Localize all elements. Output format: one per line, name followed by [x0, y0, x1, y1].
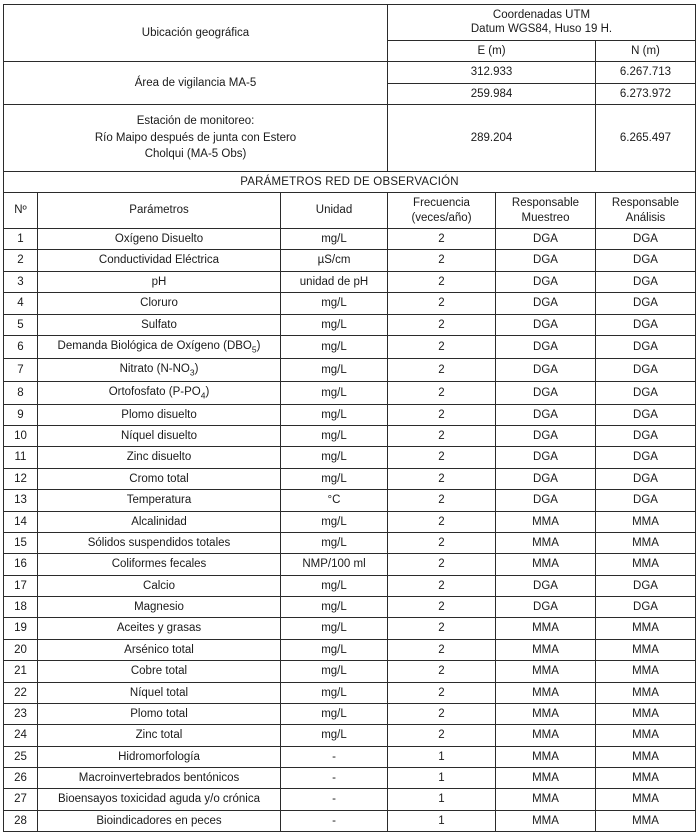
- row-responsible-analysis: MMA: [596, 703, 696, 724]
- row-responsible-analysis: MMA: [596, 725, 696, 746]
- row-responsible-analysis: DGA: [596, 250, 696, 271]
- row-parameter: Bioensayos toxicidad aguda y/o crónica: [38, 789, 281, 810]
- row-number: 8: [4, 381, 38, 404]
- row-frequency: 2: [388, 250, 496, 271]
- row-unit: µS/cm: [281, 250, 388, 271]
- row-parameter-subscript: 5: [251, 344, 257, 355]
- header-responsible-sampling-line1: Responsable: [511, 197, 580, 210]
- row-responsible-sampling: MMA: [496, 511, 596, 532]
- table-row: [4, 426, 696, 447]
- table-row: [4, 810, 696, 831]
- row-responsible-analysis: MMA: [596, 554, 696, 575]
- row-responsible-analysis: DGA: [596, 575, 696, 596]
- row-frequency: 2: [388, 335, 496, 358]
- row-number: 9: [4, 404, 38, 425]
- row-responsible-analysis: DGA: [596, 335, 696, 358]
- row-unit: mg/L: [281, 447, 388, 468]
- row-parameter: Cobre total: [38, 661, 281, 682]
- row-parameter: Plomo disuelto: [38, 404, 281, 425]
- row-unit: mg/L: [281, 468, 388, 489]
- row-frequency: 2: [388, 358, 496, 381]
- row-number: 10: [4, 426, 38, 447]
- location-header-cell: Ubicación geográfica: [4, 5, 388, 62]
- row-frequency: 2: [388, 426, 496, 447]
- row-parameter: Cromo total: [38, 468, 281, 489]
- row-parameter: [38, 335, 281, 358]
- table-row: [4, 746, 696, 767]
- row-unit: mg/L: [281, 404, 388, 425]
- header-row-utm-title: [4, 5, 696, 41]
- row-number: 25: [4, 746, 38, 767]
- row-responsible-analysis: DGA: [596, 229, 696, 250]
- row-parameter-suffix: ): [194, 362, 199, 375]
- table-row: [4, 682, 696, 703]
- row-unit: mg/L: [281, 229, 388, 250]
- row-number: 24: [4, 725, 38, 746]
- header-parameter: Parámetros: [38, 193, 281, 229]
- row-number: 21: [4, 661, 38, 682]
- parameters-column-headers: [4, 193, 696, 229]
- row-responsible-sampling: MMA: [496, 618, 596, 639]
- row-responsible-sampling: DGA: [496, 575, 596, 596]
- row-unit: -: [281, 789, 388, 810]
- row-unit: mg/L: [281, 682, 388, 703]
- row-frequency: 2: [388, 575, 496, 596]
- row-parameter: Calcio: [38, 575, 281, 596]
- row-parameter: Oxígeno Disuelto: [38, 229, 281, 250]
- row-frequency: 2: [388, 490, 496, 511]
- row-parameter: Bioindicadores en peces: [38, 810, 281, 831]
- row-parameter: Conductividad Eléctrica: [38, 250, 281, 271]
- row-unit: mg/L: [281, 532, 388, 553]
- header-frequency-line2: (veces/año): [411, 211, 472, 224]
- row-number: 15: [4, 532, 38, 553]
- table-row: [4, 250, 696, 271]
- row-parameter: Zinc disuelto: [38, 447, 281, 468]
- row-frequency: 1: [388, 789, 496, 810]
- row-responsible-sampling: MMA: [496, 810, 596, 831]
- table-row: [4, 447, 696, 468]
- monitoring-station-row: [4, 104, 696, 171]
- row-responsible-sampling: DGA: [496, 447, 596, 468]
- column-header-east: E (m): [388, 40, 596, 61]
- row-frequency: 2: [388, 554, 496, 575]
- row-parameter: Coliformes fecales: [38, 554, 281, 575]
- table-row: [4, 725, 696, 746]
- table-row: [4, 554, 696, 575]
- row-parameter: Plomo total: [38, 703, 281, 724]
- monitoring-parameters-table: [3, 4, 696, 832]
- monitoring-station-east: 289.204: [388, 104, 596, 171]
- row-number: 18: [4, 597, 38, 618]
- row-parameter: Magnesio: [38, 597, 281, 618]
- row-responsible-analysis: DGA: [596, 314, 696, 335]
- row-responsible-sampling: DGA: [496, 271, 596, 292]
- row-frequency: 2: [388, 597, 496, 618]
- row-frequency: 2: [388, 293, 496, 314]
- table-row: [4, 511, 696, 532]
- row-frequency: 2: [388, 511, 496, 532]
- row-parameter-text: Ortofosfato (P-PO: [108, 385, 201, 398]
- row-unit: -: [281, 768, 388, 789]
- row-responsible-analysis: DGA: [596, 404, 696, 425]
- table-row: [4, 768, 696, 789]
- row-responsible-sampling: MMA: [496, 661, 596, 682]
- vigilance-area-row-1: [4, 62, 696, 83]
- utm-title: Coordenadas UTM: [492, 9, 591, 21]
- table-row: [4, 293, 696, 314]
- row-responsible-sampling: DGA: [496, 404, 596, 425]
- row-responsible-analysis: DGA: [596, 358, 696, 381]
- row-unit: mg/L: [281, 575, 388, 596]
- row-parameter-subscript: 3: [189, 367, 195, 378]
- table-row: [4, 618, 696, 639]
- row-responsible-sampling: DGA: [496, 314, 596, 335]
- row-frequency: 2: [388, 532, 496, 553]
- table-row: [4, 703, 696, 724]
- table-row: [4, 532, 696, 553]
- row-number: 3: [4, 271, 38, 292]
- monitoring-station-label: [4, 104, 388, 171]
- vigilance-area-north-2: 6.273.972: [596, 83, 696, 104]
- row-responsible-analysis: MMA: [596, 746, 696, 767]
- row-responsible-analysis: DGA: [596, 381, 696, 404]
- row-responsible-sampling: MMA: [496, 532, 596, 553]
- row-number: 22: [4, 682, 38, 703]
- row-number: 19: [4, 618, 38, 639]
- table-row: [4, 229, 696, 250]
- row-number: 12: [4, 468, 38, 489]
- row-parameter-suffix: ): [205, 385, 210, 398]
- row-responsible-analysis: MMA: [596, 810, 696, 831]
- row-unit: mg/L: [281, 358, 388, 381]
- row-frequency: 1: [388, 746, 496, 767]
- header-responsible-sampling-line2: Muestreo: [521, 211, 570, 224]
- header-unit: Unidad: [281, 193, 388, 229]
- row-responsible-analysis: MMA: [596, 639, 696, 660]
- row-parameter: Zinc total: [38, 725, 281, 746]
- row-frequency: 2: [388, 447, 496, 468]
- column-header-north: N (m): [596, 40, 696, 61]
- row-responsible-sampling: MMA: [496, 789, 596, 810]
- row-unit: NMP/100 ml: [281, 554, 388, 575]
- table-row: [4, 490, 696, 511]
- row-responsible-analysis: MMA: [596, 768, 696, 789]
- header-frequency: [388, 193, 496, 229]
- row-responsible-sampling: MMA: [496, 725, 596, 746]
- row-unit: mg/L: [281, 661, 388, 682]
- row-number: 27: [4, 789, 38, 810]
- row-frequency: 2: [388, 229, 496, 250]
- monitoring-station-north: 6.265.497: [596, 104, 696, 171]
- vigilance-area-north-1: 6.267.713: [596, 62, 696, 83]
- row-unit: -: [281, 810, 388, 831]
- row-number: 17: [4, 575, 38, 596]
- row-unit: unidad de pH: [281, 271, 388, 292]
- row-frequency: 1: [388, 810, 496, 831]
- row-number: 1: [4, 229, 38, 250]
- row-number: 4: [4, 293, 38, 314]
- table-row: [4, 335, 696, 358]
- row-frequency: 2: [388, 725, 496, 746]
- row-parameter-text: Nitrato (N-NO: [119, 362, 190, 375]
- row-responsible-analysis: DGA: [596, 293, 696, 314]
- row-parameter: Temperatura: [38, 490, 281, 511]
- monitoring-station-label-line3: Cholqui (MA-5 Obs): [144, 148, 247, 161]
- row-parameter: Arsénico total: [38, 639, 281, 660]
- row-number: 23: [4, 703, 38, 724]
- row-frequency: 2: [388, 639, 496, 660]
- row-number: 7: [4, 358, 38, 381]
- row-number: 11: [4, 447, 38, 468]
- row-unit: mg/L: [281, 314, 388, 335]
- row-parameter: Hidromorfología: [38, 746, 281, 767]
- row-responsible-analysis: DGA: [596, 468, 696, 489]
- row-parameter-subscript: 4: [200, 390, 206, 401]
- row-responsible-sampling: DGA: [496, 250, 596, 271]
- monitoring-station-label-line1: Estación de monitoreo:: [136, 114, 255, 127]
- row-unit: mg/L: [281, 426, 388, 447]
- row-number: 5: [4, 314, 38, 335]
- row-responsible-sampling: DGA: [496, 381, 596, 404]
- monitoring-station-label-line2: Río Maipo después de junta con Estero: [94, 131, 297, 144]
- row-unit: mg/L: [281, 703, 388, 724]
- row-responsible-sampling: MMA: [496, 703, 596, 724]
- row-number: 28: [4, 810, 38, 831]
- row-responsible-sampling: MMA: [496, 554, 596, 575]
- row-parameter: Sólidos suspendidos totales: [38, 532, 281, 553]
- row-parameter-suffix: ): [256, 339, 261, 352]
- row-responsible-sampling: DGA: [496, 468, 596, 489]
- row-frequency: 2: [388, 381, 496, 404]
- table-row: [4, 597, 696, 618]
- vigilance-area-east-1: 312.933: [388, 62, 596, 83]
- row-parameter: Alcalinidad: [38, 511, 281, 532]
- table-row: [4, 314, 696, 335]
- row-parameter: Cloruro: [38, 293, 281, 314]
- row-number: 20: [4, 639, 38, 660]
- header-responsible-analysis-line1: Responsable: [611, 197, 680, 210]
- row-parameter: Níquel total: [38, 682, 281, 703]
- table-row: [4, 639, 696, 660]
- row-responsible-analysis: MMA: [596, 789, 696, 810]
- header-responsible-sampling: [496, 193, 596, 229]
- row-frequency: 1: [388, 768, 496, 789]
- row-frequency: 2: [388, 468, 496, 489]
- row-number: 6: [4, 335, 38, 358]
- row-unit: mg/L: [281, 293, 388, 314]
- section-title: PARÁMETROS RED DE OBSERVACIÓN: [4, 171, 696, 192]
- row-frequency: 2: [388, 703, 496, 724]
- row-responsible-analysis: MMA: [596, 682, 696, 703]
- row-responsible-sampling: DGA: [496, 335, 596, 358]
- row-responsible-sampling: MMA: [496, 682, 596, 703]
- row-parameter-text: Demanda Biológica de Oxígeno (DBO: [57, 339, 252, 352]
- row-frequency: 2: [388, 661, 496, 682]
- row-unit: mg/L: [281, 335, 388, 358]
- row-unit: mg/L: [281, 381, 388, 404]
- row-number: 13: [4, 490, 38, 511]
- header-frequency-line1: Frecuencia: [413, 197, 470, 210]
- row-responsible-analysis: DGA: [596, 597, 696, 618]
- row-frequency: 2: [388, 404, 496, 425]
- row-responsible-sampling: MMA: [496, 768, 596, 789]
- table-row: [4, 468, 696, 489]
- row-parameter: [38, 358, 281, 381]
- row-number: 26: [4, 768, 38, 789]
- row-unit: mg/L: [281, 511, 388, 532]
- header-number: Nº: [4, 193, 38, 229]
- row-unit: mg/L: [281, 725, 388, 746]
- row-unit: °C: [281, 490, 388, 511]
- header-responsible-analysis: [596, 193, 696, 229]
- row-responsible-analysis: DGA: [596, 426, 696, 447]
- row-frequency: 2: [388, 271, 496, 292]
- vigilance-area-east-2: 259.984: [388, 83, 596, 104]
- row-responsible-sampling: MMA: [496, 746, 596, 767]
- row-unit: mg/L: [281, 639, 388, 660]
- row-parameter: Aceites y grasas: [38, 618, 281, 639]
- row-parameter: pH: [38, 271, 281, 292]
- utm-subtitle: Datum WGS84, Huso 19 H.: [470, 23, 613, 36]
- row-responsible-sampling: DGA: [496, 426, 596, 447]
- row-responsible-analysis: MMA: [596, 661, 696, 682]
- row-frequency: 2: [388, 618, 496, 639]
- table-body: [4, 5, 696, 832]
- row-number: 14: [4, 511, 38, 532]
- section-title-row: [4, 171, 696, 192]
- row-responsible-sampling: DGA: [496, 490, 596, 511]
- utm-header-cell: [388, 5, 696, 41]
- row-responsible-sampling: DGA: [496, 229, 596, 250]
- table-row: [4, 789, 696, 810]
- row-unit: -: [281, 746, 388, 767]
- row-number: 16: [4, 554, 38, 575]
- row-unit: mg/L: [281, 618, 388, 639]
- vigilance-area-label: Área de vigilancia MA-5: [4, 62, 388, 105]
- row-responsible-analysis: MMA: [596, 511, 696, 532]
- row-parameter: Níquel disuelto: [38, 426, 281, 447]
- row-parameter: Sulfato: [38, 314, 281, 335]
- row-responsible-sampling: DGA: [496, 293, 596, 314]
- row-responsible-sampling: MMA: [496, 639, 596, 660]
- row-responsible-sampling: DGA: [496, 358, 596, 381]
- table-row: [4, 404, 696, 425]
- row-frequency: 2: [388, 314, 496, 335]
- table-row: [4, 661, 696, 682]
- table-row: [4, 575, 696, 596]
- table-row: [4, 271, 696, 292]
- row-frequency: 2: [388, 682, 496, 703]
- row-parameter: [38, 381, 281, 404]
- row-unit: mg/L: [281, 597, 388, 618]
- row-number: 2: [4, 250, 38, 271]
- table-row: [4, 358, 696, 381]
- row-responsible-analysis: DGA: [596, 447, 696, 468]
- table-row: [4, 381, 696, 404]
- row-parameter: Macroinvertebrados bentónicos: [38, 768, 281, 789]
- row-responsible-analysis: DGA: [596, 271, 696, 292]
- row-responsible-analysis: MMA: [596, 618, 696, 639]
- row-responsible-analysis: DGA: [596, 490, 696, 511]
- row-responsible-analysis: MMA: [596, 532, 696, 553]
- row-responsible-sampling: DGA: [496, 597, 596, 618]
- header-responsible-analysis-line2: Análisis: [625, 211, 666, 224]
